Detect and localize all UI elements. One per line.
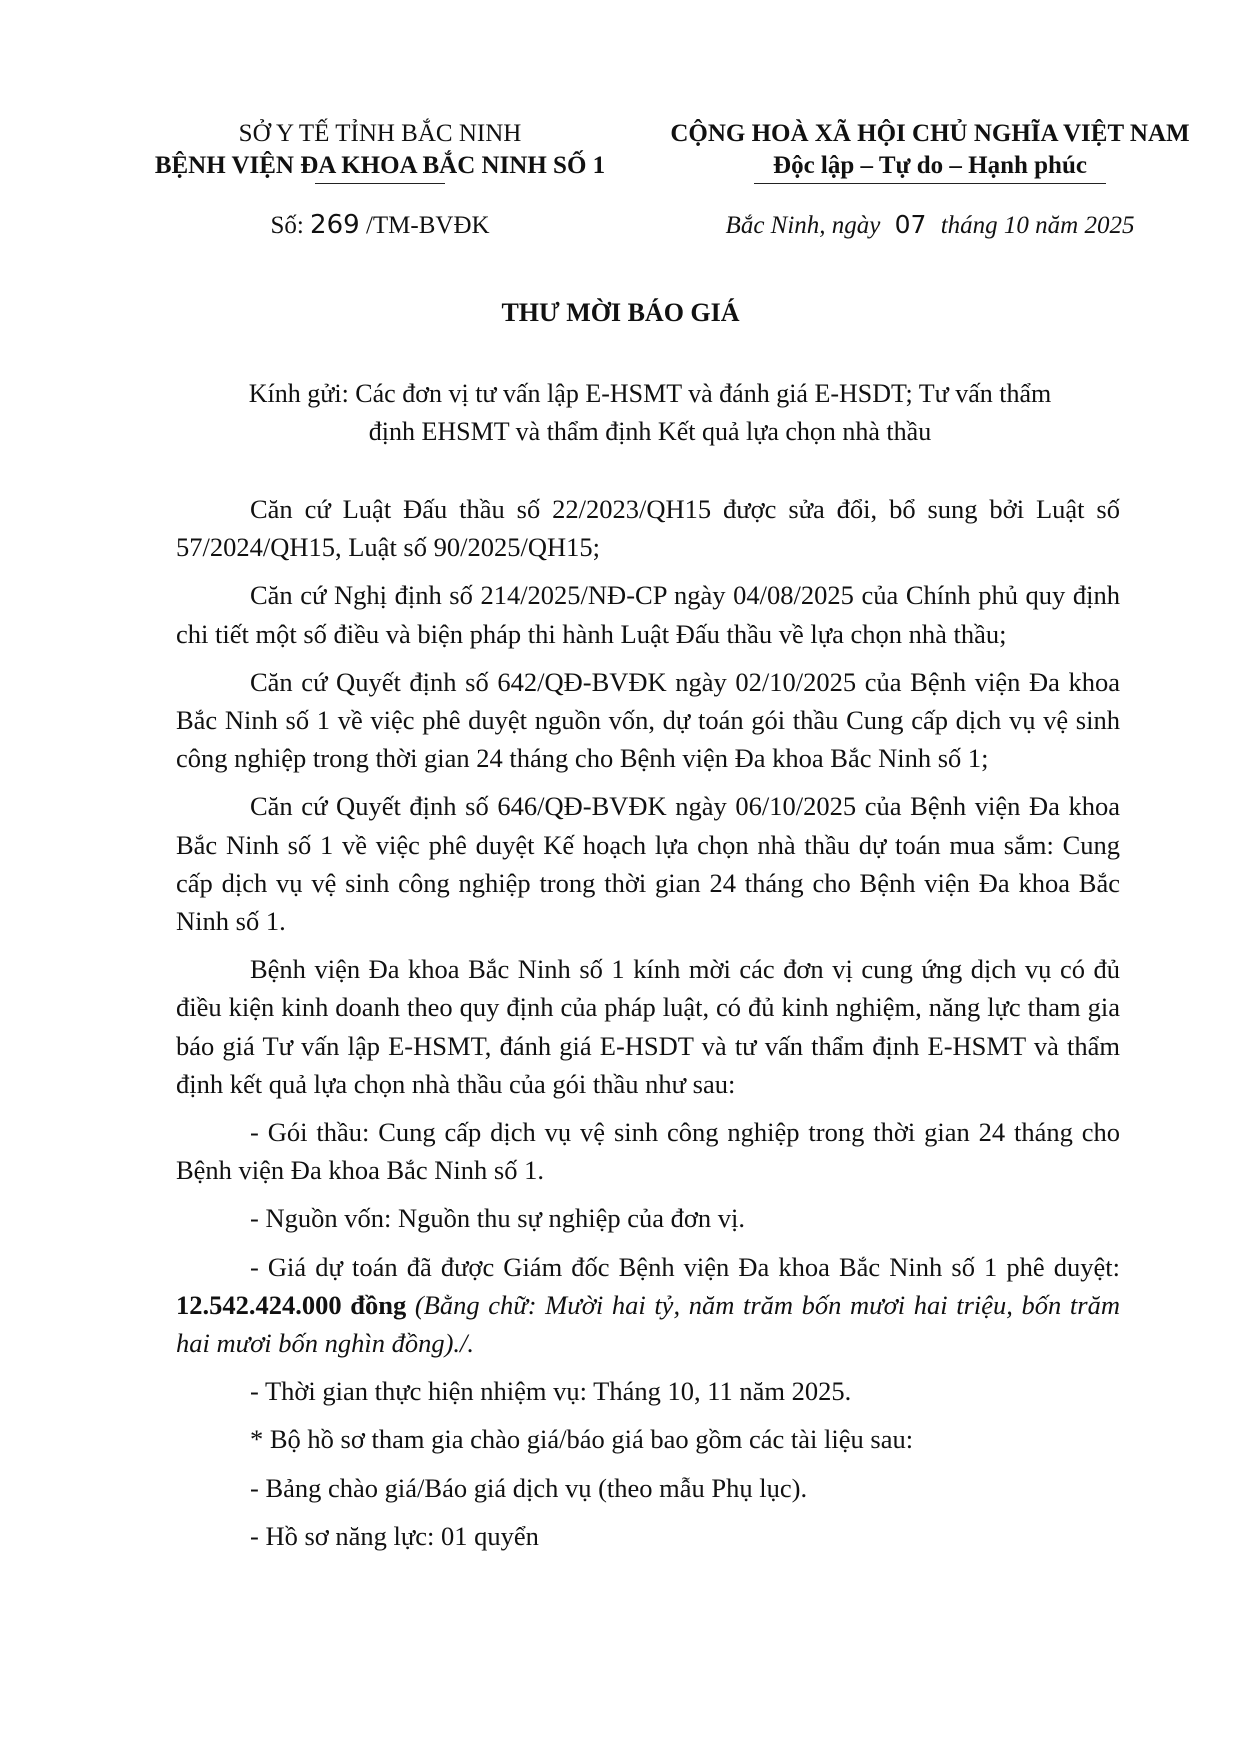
issuer-underline bbox=[315, 183, 445, 184]
issuer-header bbox=[130, 118, 630, 184]
national-header bbox=[660, 118, 1200, 184]
basis-decision-646-paragraph: Căn cứ Quyết định số 646/QĐ-BVĐK ngày 06/10/2025 của Bệnh viện Đa khoa Bắc Ninh số 1 về việc phê duyệt Kế hoạch lựa chọn nhà thầu dự toán mua sắm: Cung cấp dịch vụ vệ sinh công nghiệp trong thời gian 24 tháng cho Bệnh viện Đa khoa Bắc Ninh số 1. bbox=[176, 791, 1120, 937]
document-date bbox=[660, 210, 1200, 240]
invitation-paragraph: Bệnh viện Đa khoa Bắc Ninh số 1 kính mời các đơn vị cung ứng dịch vụ có đủ điều kiện kinh doanh theo quy định của pháp luật, có đủ kinh nghiệm, năng lực tham gia báo giá Tư vấn lập E-HSMT, đánh giá E-HSDT và tư vấn thẩm định E-HSMT và thẩm định kết quả lựa chọn nhà thầu của gói thầu như sau: bbox=[176, 954, 1120, 1099]
date-day: 07 bbox=[894, 210, 927, 239]
estimate-prefix: - Giá dự toán đã được Giám đốc Bệnh viện Đa khoa Bắc Ninh số 1 phê duyệt: bbox=[250, 1251, 1120, 1282]
basis-law-paragraph: Căn cứ Luật Đấu thầu số 22/2023/QH15 được sửa đổi, bổ sung bởi Luật số 57/2024/QH15, Luật số 90/2025/QH15; bbox=[176, 494, 1120, 563]
estimate-item bbox=[176, 1248, 1120, 1363]
date-suffix: tháng 10 năm 2025 bbox=[940, 212, 1135, 239]
funding-item: - Nguồn vốn: Nguồn thu sự nghiệp của đơn vị. bbox=[250, 1203, 746, 1234]
estimate-amount: 12.542.424.000 đồng bbox=[176, 1289, 407, 1320]
issuer-parent: SỞ Y TẾ TỈNH BẮC NINH bbox=[238, 120, 522, 147]
number-prefix: Số: bbox=[270, 212, 304, 239]
dossier-quote-item: - Bảng chào giá/Báo giá dịch vụ (theo mẫu Phụ lục). bbox=[250, 1472, 808, 1503]
estimate-in-words: (Bằng chữ: Mười hai tỷ, năm trăm bốn mươi hai triệu, bốn trăm hai mươi bốn nghìn đồng)./. bbox=[176, 1289, 1120, 1359]
country-name: CỘNG HOÀ XÃ HỘI CHỦ NGHĨA VIỆT NAM bbox=[670, 120, 1190, 147]
document-number bbox=[130, 210, 630, 240]
dossier-capacity-item: - Hồ sơ năng lực: 01 quyển bbox=[250, 1520, 539, 1551]
issuer-name: BỆNH VIỆN ĐA KHOA BẮC NINH SỐ 1 bbox=[154, 152, 606, 179]
dossier-heading: * Bộ hồ sơ tham gia chào giá/báo giá bao gồm các tài liệu sau: bbox=[250, 1424, 914, 1455]
recipient-line-1: Kính gửi: Các đơn vị tư vấn lập E-HSMT và đánh giá E-HSDT; Tư vấn thẩm bbox=[248, 379, 1052, 408]
package-item: - Gói thầu: Cung cấp dịch vụ vệ sinh công nghiệp trong thời gian 24 tháng cho Bệnh viện Đa khoa Bắc Ninh số 1. bbox=[176, 1117, 1120, 1186]
basis-decree-paragraph: Căn cứ Nghị định số 214/2025/NĐ-CP ngày 04/08/2025 của Chính phủ quy định chi tiết một số điều và biện pháp thi hành Luật Đấu thầu về lựa chọn nhà thầu; bbox=[176, 580, 1120, 649]
basis-decision-642-paragraph: Căn cứ Quyết định số 642/QĐ-BVĐK ngày 02/10/2025 của Bệnh viện Đa khoa Bắc Ninh số 1 về việc phê duyệt nguồn vốn, dự toán gói thầu Cung cấp dịch vụ vệ sinh công nghiệp trong thời gian 24 tháng cho Bệnh viện Đa khoa Bắc Ninh số 1; bbox=[176, 666, 1120, 774]
number-suffix: /TM-BVĐK bbox=[365, 212, 490, 239]
document-title: THƯ MỜI BÁO GIÁ bbox=[501, 298, 740, 327]
document-body bbox=[176, 490, 1120, 1555]
motto-underline bbox=[754, 183, 1106, 184]
number-value: 269 bbox=[310, 210, 360, 240]
timeline-item: - Thời gian thực hiện nhiệm vụ: Tháng 10, 11 năm 2025. bbox=[250, 1376, 852, 1407]
recipient-block bbox=[160, 375, 1140, 451]
recipient-line-2: định EHSMT và thẩm định Kết quả lựa chọn nhà thầu bbox=[368, 417, 932, 446]
date-prefix: Bắc Ninh, ngày bbox=[725, 212, 881, 239]
national-motto: Độc lập – Tự do – Hạnh phúc bbox=[773, 152, 1087, 179]
